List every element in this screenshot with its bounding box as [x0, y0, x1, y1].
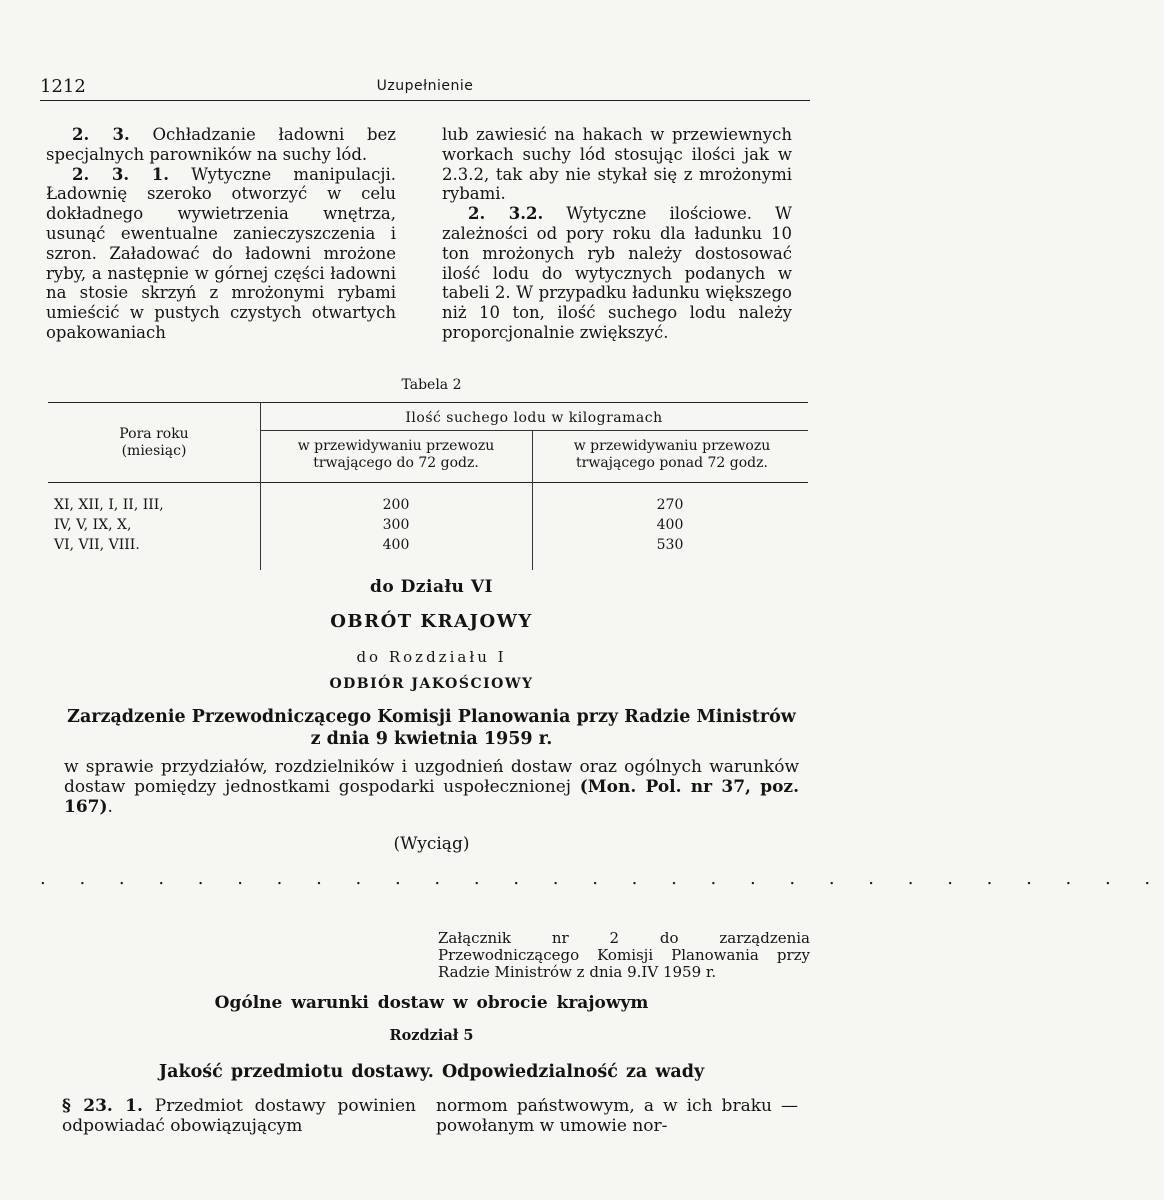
table-caption: Tabela 2 — [401, 377, 462, 393]
preamble-text: w sprawie przydziałów, rozdzielników i uzgodnień dostaw oraz ogólnych warunków dostaw pomiędzy jednostkami gospodarki uspołecznionej — [64, 757, 799, 797]
table-rule-sub — [260, 430, 808, 431]
chapter-label: Rozdział 5 — [389, 1027, 474, 1044]
section-heading-dzial: do Działu VI — [370, 577, 493, 597]
paragraph-number: 2. 3. — [72, 125, 130, 144]
preamble-end: . — [107, 797, 113, 817]
section-heading-obrot: OBRÓT KRAJOWY — [330, 611, 533, 632]
section-title: Ogólne warunki dostaw w obrocie krajowym — [214, 993, 649, 1013]
column-header-line: w przewidywaniu przewozu — [297, 438, 495, 454]
paragraph-number: 2. 3. 1. — [72, 164, 169, 184]
chapter-title: Jakość przedmiotu dostawy. Odpowiedzialność za wady — [158, 1062, 705, 1082]
season-cell: VI, VII, VIII. — [54, 537, 140, 553]
paragraph-text: Przedmiot dostawy powinien odpowiadać obowiązującym — [62, 1096, 416, 1136]
table-row — [48, 497, 808, 517]
table-rule-top — [48, 402, 808, 403]
running-title: Uzupełnienie — [376, 78, 474, 94]
season-cell: IV, V, IX, X, — [54, 517, 132, 533]
value-cell: 300 — [382, 517, 410, 533]
value-cell: 200 — [382, 497, 410, 513]
column-header-line: w przewidywaniu przewozu — [573, 438, 771, 454]
paragraph-text: Wytyczne manipulacji. Ładownię szeroko otworzyć w celu dokładnego wywietrzenia wnętrza, usunąć ewentualne zanieczyszczenia i szron. Załadować do ładowni mrożone ryby, a następnie w górnej części ładowni na stosie skrzyń z mrożonymi rybami umieścić w pustych czystych otwartych opakowaniach — [46, 164, 396, 342]
header-rule — [40, 100, 810, 101]
omission-dots: . . . . . . . . . . . . . . . . . . . . . . . . . . . . . — [40, 868, 1164, 889]
value-cell: 400 — [656, 517, 684, 533]
paragraph-2-3-1 — [46, 165, 396, 343]
paragraph-continuation: lub zawiesić na hakach w przewiewnych workach suchy lód stosując ilości jak w 2.3.2, tak aby nie stykał się z mrożonymi rybami. — [442, 125, 792, 204]
paragraph-text: normom państwowym, a w ich braku — powołanym w umowie nor- — [436, 1096, 798, 1136]
paragraph-23-right — [436, 1096, 798, 1136]
preamble-citation: (Mon. Pol. nr 37, poz. 167) — [64, 777, 799, 817]
column-header-line: trwającego do 72 godz. — [313, 455, 479, 471]
paragraph-2-3 — [46, 125, 396, 165]
season-header-line: (miesiąc) — [121, 443, 187, 459]
regulation-title-line: Zarządzenie Przewodniczącego Komisji Planowania przy Radzie Ministrów — [67, 707, 796, 727]
season-cell: XI, XII, I, II, III, — [54, 497, 164, 513]
value-cell: 530 — [656, 537, 684, 553]
regulation-preamble — [64, 757, 799, 817]
paragraph-2-3-2 — [442, 204, 792, 343]
table-rule-head — [48, 482, 808, 483]
regulation-title — [0, 706, 863, 750]
group-header: Ilość suchego lodu w kilogramach — [405, 410, 663, 426]
paragraph-text: Ochładzanie ładowni bez specjalnych parowników na suchy lód. — [46, 125, 396, 164]
column-header-over-72h — [536, 438, 808, 472]
excerpt-label: (Wyciąg) — [393, 834, 470, 854]
right-column — [442, 125, 792, 343]
left-column — [46, 125, 396, 343]
dry-ice-table — [48, 402, 808, 572]
regulation-title-line: z dnia 9 kwietnia 1959 r. — [310, 729, 553, 749]
paragraph-number: § 23. 1. — [62, 1096, 143, 1116]
season-header — [48, 426, 260, 460]
section-heading-odbior: ODBIÓR JAKOŚCIOWY — [329, 676, 534, 692]
paragraph-23-left — [62, 1096, 416, 1136]
annex-text: Załącznik nr 2 do zarządzenia Przewodniczącego Komisji Planowania przy Radzie Ministrów z dnia 9.IV 1959 r. — [438, 929, 810, 981]
page-header — [40, 76, 810, 100]
column-header-up-to-72h — [264, 438, 528, 472]
paragraph-number: 2. 3.2. — [468, 204, 544, 224]
section-heading-rozdzial: do Rozdziału I — [356, 648, 507, 666]
paragraph-text: Wytyczne ilościowe. W zależności od pory roku dla ładunku 10 ton mrożonych ryb należy dostosować ilość lodu do wytycznych podanych w tabeli 2. W przypadku ładunku większego niż 10 ton, ilość suchego lodu należy proporcjonalnie zwiększyć. — [442, 204, 793, 342]
table-row — [48, 517, 808, 537]
season-header-line: Pora roku — [119, 426, 189, 442]
value-cell: 400 — [382, 537, 410, 553]
value-cell: 270 — [656, 497, 684, 513]
table-row — [48, 537, 808, 557]
column-header-line: trwającego ponad 72 godz. — [576, 455, 768, 471]
page-number: 1212 — [40, 76, 86, 97]
annex-note — [438, 930, 810, 981]
